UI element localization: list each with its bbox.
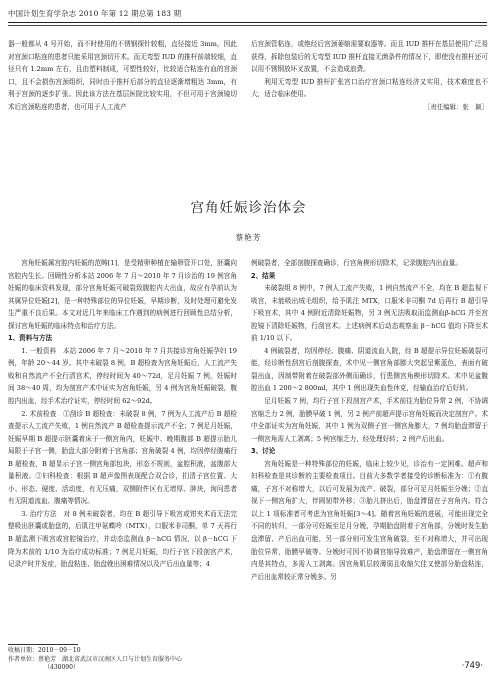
body-paragraph: 1. 一般资料 本站 2006 年 7 月～2010 年 7 月共接诊宫角妊娠孕妇 19 例，年龄 20～44 岁。其中未破裂 8 例，B 超检查为宫角妊娠后，人工流产失败和自然流产不全行清宫术，停经时间为 40～72d，足月妊娠 7 例，妊娠时间 38～40 周，均为剖宫产术中证实为宫角妊娠，另 4 例为宫角妊娠破裂，腹腔内出血，经手术治疗证实，停经时间 62～92d。 — [8, 346, 237, 406]
postal-code: （430090） — [44, 664, 79, 671]
page-number: ·749· — [461, 660, 483, 670]
previous-article-paragraph: 器一般都从 4 号开始，而不时使用的不锈钢探针较粗，直径接近 3mm，因此对宫颈口粘连的患者只能采用宫颈切开术。而无弯型 IUD 的推杆前端较细，直径只有 1.2mm 左右，且由塑料制成，可塑性较好，比较适合粘连有血的宫颈口，且不会损伤宫颈组织，同时由于推杆后部分的直径逐渐增粗达 3mm，有利于宫颈的逐步扩张。因此该方法在基层医院比较实用，不但可用于宫颈镜切术后宫颈粘连的患者，也可用于人工流产 — [8, 40, 237, 111]
body-paragraph: 2. 术前检查 ①刮诊 B 超检查：未破裂 8 例，7 例为人工流产后 B 超检查提示人工流产失败，1 例自然流产 B 超检查提示流产不全；7 例足月妊娠，妊娠早期 B 超提示胚囊着床于一侧宫角内，妊娠中、晚期腹部 B 超提示胎儿局限于子宫一侧，胎盘大部分附着于宫角部；宫角破裂 4 例，均因停经腹痛行 B 超检查，B 超显示子宫一侧宫角部包块，形态不规则，盆腔积液，盆腹部大量积液。②妇科检查：根据 B 超声像图表现配合双合诊，扪清子宫位置、大小、形态、硬度、活动度，有无压痛，双侧附件区有无增厚、肿块，询问患者有无阴道流血、腹痛等情况。 — [8, 409, 237, 506]
section-heading-results: 2、结果 — [251, 271, 276, 280]
previous-article-right-column — [251, 38, 488, 113]
previous-article-left-column — [8, 38, 237, 113]
journal-header: 中国计划生育学杂志 2010 年第 12 期总第 183 期 — [8, 9, 182, 18]
article-title: 宫角妊娠诊治体会 — [190, 200, 307, 216]
intro-paragraph: 宫角妊娠属宫腔内妊娠的范畴[1]，是受精卵种植在输卵管开口处，胚囊向宫腔内生长。回顾性分析本站 2006 年 7 月～2010 年 7 月诊治的 19 例宫角妊娠的临床资料发现，部分宫角妊娠可破裂致腹腔内大出血，故应有孕前认为其属异位妊娠[2]，是一种特殊部位的异位妊娠，早期诊断，及时处理可避免发生严重不良后果。本文对近几年来临床工作遇到的病例进行回顾性总结分析，探讨宫角妊娠的临床特点和治疗方法。 — [8, 259, 237, 330]
body-paragraph: 足月妊娠 7 例，均行子宫下段剖宫产术，手术前往为胎位异常 2 例，不协调宫缩乏力 2 例，胎膜早破 1 例，另 2 例产前超声提示宫角妊娠而决定剖宫产。术中全部证实为宫角妊娠，其中 1 例为双侧子宫一侧宫角膨大，7 例均胎盘滞留于一侧宫角需人工剥离；5 例宫缩乏力，经处理好转；2 例产后出血。 — [251, 397, 488, 443]
received-date: 收稿日期：2010－09－10 — [8, 647, 81, 654]
article-right-column — [251, 257, 488, 583]
body-paragraph: 3. 治疗方法 对 8 例未破裂者，均在 B 超引导下吸宫或钳夹术而无法完整吸出胚囊或胎盘的，后肌注甲氨蝶呤（MTX），口服米非司酮，单 7 天再行 B 超监测下吸宫或宫腔镜治疗，并动态监测血 β－hCG 情况，以 β－hCG 下降为术前的 1/10 为治疗成功标准；7 例足月妊娠，均行子宫下段剖宫产术，记录产时并发症，胎盘粘连、胎盘娩出困难情况以及产后出血量等；4 — [8, 509, 237, 569]
header-rule-thin — [8, 25, 487, 26]
header-rule — [8, 22, 487, 23]
body-paragraph: 例破裂者，全部剖腹探查确诊，行宫角楔形切除术，记录腹腔内出血量。 — [251, 259, 462, 267]
body-paragraph: 宫角妊娠是一种特殊部位的妊娠，临床上较少见，诊治有一定困难。超声和妇科检查是其诊断的主要检查项目。目前大多数学者接受的诊断标准为：①有腹痛，子宫不对称增大，以后可发展为流产、破裂，部分可足月妊娠至分娩；②直视下一侧宫角扩大，伴圆韧带外移；③胎儿挤出后，胎盘滞留在子宫角内。符合以上 1 项标准者可考虑为宫角妊娠[3～4]。随着宫角妊娠的进展，可能出现完全不同的转归，一部分可妊娠至足月分娩，孕期胎盘附着于宫角部，分娩时发生胎盘滞留、产后出血可能，另一部分则可发生宫角破裂，至不对称增大，并可出现胎位异常，胎膜早破等。分娩时可因不协调宫缩导致难产，胎盘滞留在一侧宫角内是其特点，多需人工剥离。因宫角肌层较薄弱且收缩欠佳又使部分胎盘粘连，产后出血常较正常分娩多。另 — [251, 459, 488, 581]
footnote — [8, 647, 237, 673]
footnote-rule — [8, 644, 78, 645]
section-heading-materials: 1、资料与方法 — [8, 334, 53, 343]
author-affiliation: 作者单位：蔡艳芳 湖北省武汉市汉南区人口与计划生育服务中心 — [8, 655, 183, 663]
article-author: 蔡艳芳 — [235, 233, 262, 242]
editor-credit — [251, 101, 488, 114]
editor-credit-text: ［责任编辑：张 颖］ — [424, 102, 488, 111]
previous-article-paragraph: 利用无弯型 IUD 推杆扩张宫口治疗宫颈口粘连经济又实用，技术难度也不大，适合临床使用。 — [251, 77, 488, 99]
article-left-column — [8, 257, 237, 571]
previous-article-paragraph: 后宫颈管粘连，或绝经后宫颈萎缩需要取器等。而且 IUD 推杆在基层使用广泛易获得，拆除包装后的无弯型 IUD 推杆直接无菌条件的情况下，即使没有推杆还可以用不锈钢放环叉放置，不会造成浪费。 — [251, 40, 488, 74]
body-paragraph: 4 例破裂者，均因停经、腹痛、阴道流血入院，经 B 超提示异位妊娠破裂可能，经诊断性刮宫后剖腹探查，术中见一侧宫角部膨大突起呈紫蓝色，表面有破裂出血，因制带附着在破裂部外侧而确诊，行患侧宫角楔形切除术。术中见盆腹腔出血 1 200～2 800ml，其中 1 例出现失血性休克，经输血治疗后好转。 — [251, 346, 488, 393]
section-heading-discussion: 3、讨论 — [251, 447, 276, 456]
body-paragraph: 未破裂组 8 例中，7 例人工流产失败，1 例自然流产不全，均在 B 超监视下吸宫，未能吸出绒毛组织，给予肌注 MTX，口服米非司酮 7d 后再行 B 超引导下吸宫术，其中 4 例附近清除妊娠物，另 3 例无法吸取而监测血β-hCG 并至宫腔镜下清除妊娠物，行刮宫术。上述病例术后动态观察血 β－hCG 值均下降至术前 1/10 以下。 — [251, 284, 488, 343]
